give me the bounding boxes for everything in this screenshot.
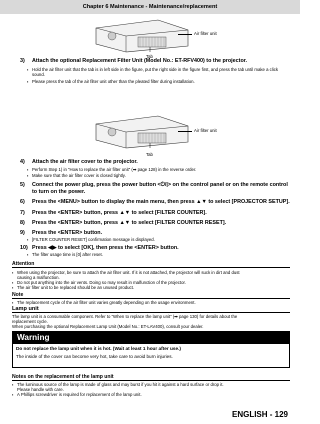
lamp-unit-line-2: replacement cycle. bbox=[12, 319, 48, 324]
attention-heading: Attention bbox=[12, 261, 290, 268]
tab-label: Tab bbox=[146, 54, 153, 59]
step-3 bbox=[20, 58, 290, 65]
step-number: 8) bbox=[20, 220, 25, 226]
page-number: ENGLISH - 129 bbox=[231, 410, 288, 419]
lamp-unit-heading: Lamp unit bbox=[12, 306, 290, 313]
step-text: Connect the power plug, press the power button <⏻/|> on the control panel or on the remote control bbox=[32, 182, 288, 188]
step-7 bbox=[20, 210, 290, 217]
lamp-notes-bullet-1-continued: Please handle with care. bbox=[17, 387, 64, 392]
step-6 bbox=[20, 199, 290, 206]
note-bullet-1: ▪ The replacement cycle of the air filter unit varies greatly depending on the usage environment. bbox=[17, 300, 290, 305]
lamp-unit-line-1: The lamp unit is a consumable component. Refer to “When to replace the lamp unit” (➡ page 130) for details about the bbox=[12, 314, 238, 319]
tab-label: Tab bbox=[146, 152, 153, 157]
step-text: Press ◀▶ to select [OK], then press the <ENTER> button. bbox=[32, 245, 179, 251]
step-10-bullet: ▪ The filter usage time is [0] after reset. bbox=[32, 252, 290, 257]
step-5 bbox=[20, 182, 290, 189]
attention-bullet-1-continued: causing a malfunction. bbox=[17, 275, 60, 280]
step-10 bbox=[20, 245, 290, 252]
step-number: 7) bbox=[20, 210, 25, 216]
step-text: to turn on the power. bbox=[32, 189, 86, 195]
step-9 bbox=[20, 230, 290, 237]
lamp-notes-bullet-2: ▪ A Phillips screwdriver is required for replacement of the lamp unit. bbox=[17, 392, 290, 397]
step-text: Attach the air filter cover to the projector. bbox=[32, 159, 138, 165]
step-number: 5) bbox=[20, 182, 25, 188]
step-number: 10) bbox=[20, 245, 28, 251]
air-filter-unit-label: Air filter unit bbox=[194, 31, 217, 36]
step-3-bullet-2: ▪ Please press the tab of the air filter unit other than the pleated filter during installation. bbox=[32, 79, 290, 84]
step-text: Press the <MENU> button to display the main menu, then press ▲▼ to select [PROJECTOR SETUP]. bbox=[32, 199, 290, 205]
step-3-bullet-1: ▪ Hold the air filter unit that the tab is in left side in the figure, put the right side in the figure first, and press the tab until make a click sound. bbox=[32, 67, 290, 78]
step-9-bullet: ▪ [FILTER COUNTER RESET] confirmation message is displayed. bbox=[32, 237, 290, 242]
chapter-header: Chapter 6 Maintenance - Maintenance/replacement bbox=[0, 0, 300, 14]
lamp-notes-heading: Notes on the replacement of the lamp unit bbox=[12, 374, 290, 381]
step-number: 4) bbox=[20, 159, 25, 165]
warning-body: The inside of the cover can become very hot, take care to avoid burn injuries. bbox=[16, 354, 173, 359]
step-text: Press the <ENTER> button, press ▲▼ to select [FILTER COUNTER RESET]. bbox=[32, 220, 227, 226]
warning-title: Warning bbox=[13, 332, 289, 344]
step-text: Attach the optional Replacement Filter Unit (Model No.: ET-RFV400) to the projector. bbox=[32, 58, 248, 64]
leader-line bbox=[178, 34, 192, 35]
warning-box bbox=[12, 331, 290, 368]
step-number: 9) bbox=[20, 230, 25, 236]
air-filter-illustration-1 bbox=[88, 16, 198, 54]
step-5-continued bbox=[20, 189, 290, 196]
attention-bullet-2: ▪ Do not put anything into the air vents. Doing so may result in malfunction of the projector. bbox=[17, 280, 290, 285]
step-number: 3) bbox=[20, 58, 25, 64]
step-4-bullet-1: ▪ Perform Step 1) in “How to replace the air filter unit” (➡ page 128) in the reverse order. bbox=[32, 167, 290, 172]
attention-bullet-3: ▪ The air filter unit to be replaced should be an unused product. bbox=[17, 285, 290, 290]
leader-line bbox=[178, 131, 192, 132]
step-text: Press the <ENTER> button, press ▲▼ to select [FILTER COUNTER]. bbox=[32, 210, 207, 216]
step-4-bullet-2: ▪ Make sure that the air filter cover is closed tightly. bbox=[32, 173, 290, 178]
lamp-notes-bullet-1: ▪ The luminous source of the lamp is made of glass and may burst if you hit it against a hard surface or drop it. bbox=[17, 382, 290, 387]
step-4 bbox=[20, 159, 290, 166]
step-8 bbox=[20, 220, 290, 227]
warning-heading: Do not replace the lamp unit when it is hot. (Wait at least 1 hour after use.) bbox=[16, 346, 181, 351]
air-filter-unit-label: Air filter unit bbox=[194, 128, 217, 133]
step-text: Press the <ENTER> button. bbox=[32, 230, 103, 236]
attention-bullet-1: ▪ When using the projector, be sure to attach the air filter unit. If it is not attached, the projector will suck in dirt and dust bbox=[17, 270, 290, 275]
note-heading: Note bbox=[12, 292, 290, 299]
step-number: 6) bbox=[20, 199, 25, 205]
lamp-unit-line-3: When purchasing the optional Replacement Lamp Unit (Model No.: ET-LAV400), consult your dealer. bbox=[12, 323, 204, 329]
